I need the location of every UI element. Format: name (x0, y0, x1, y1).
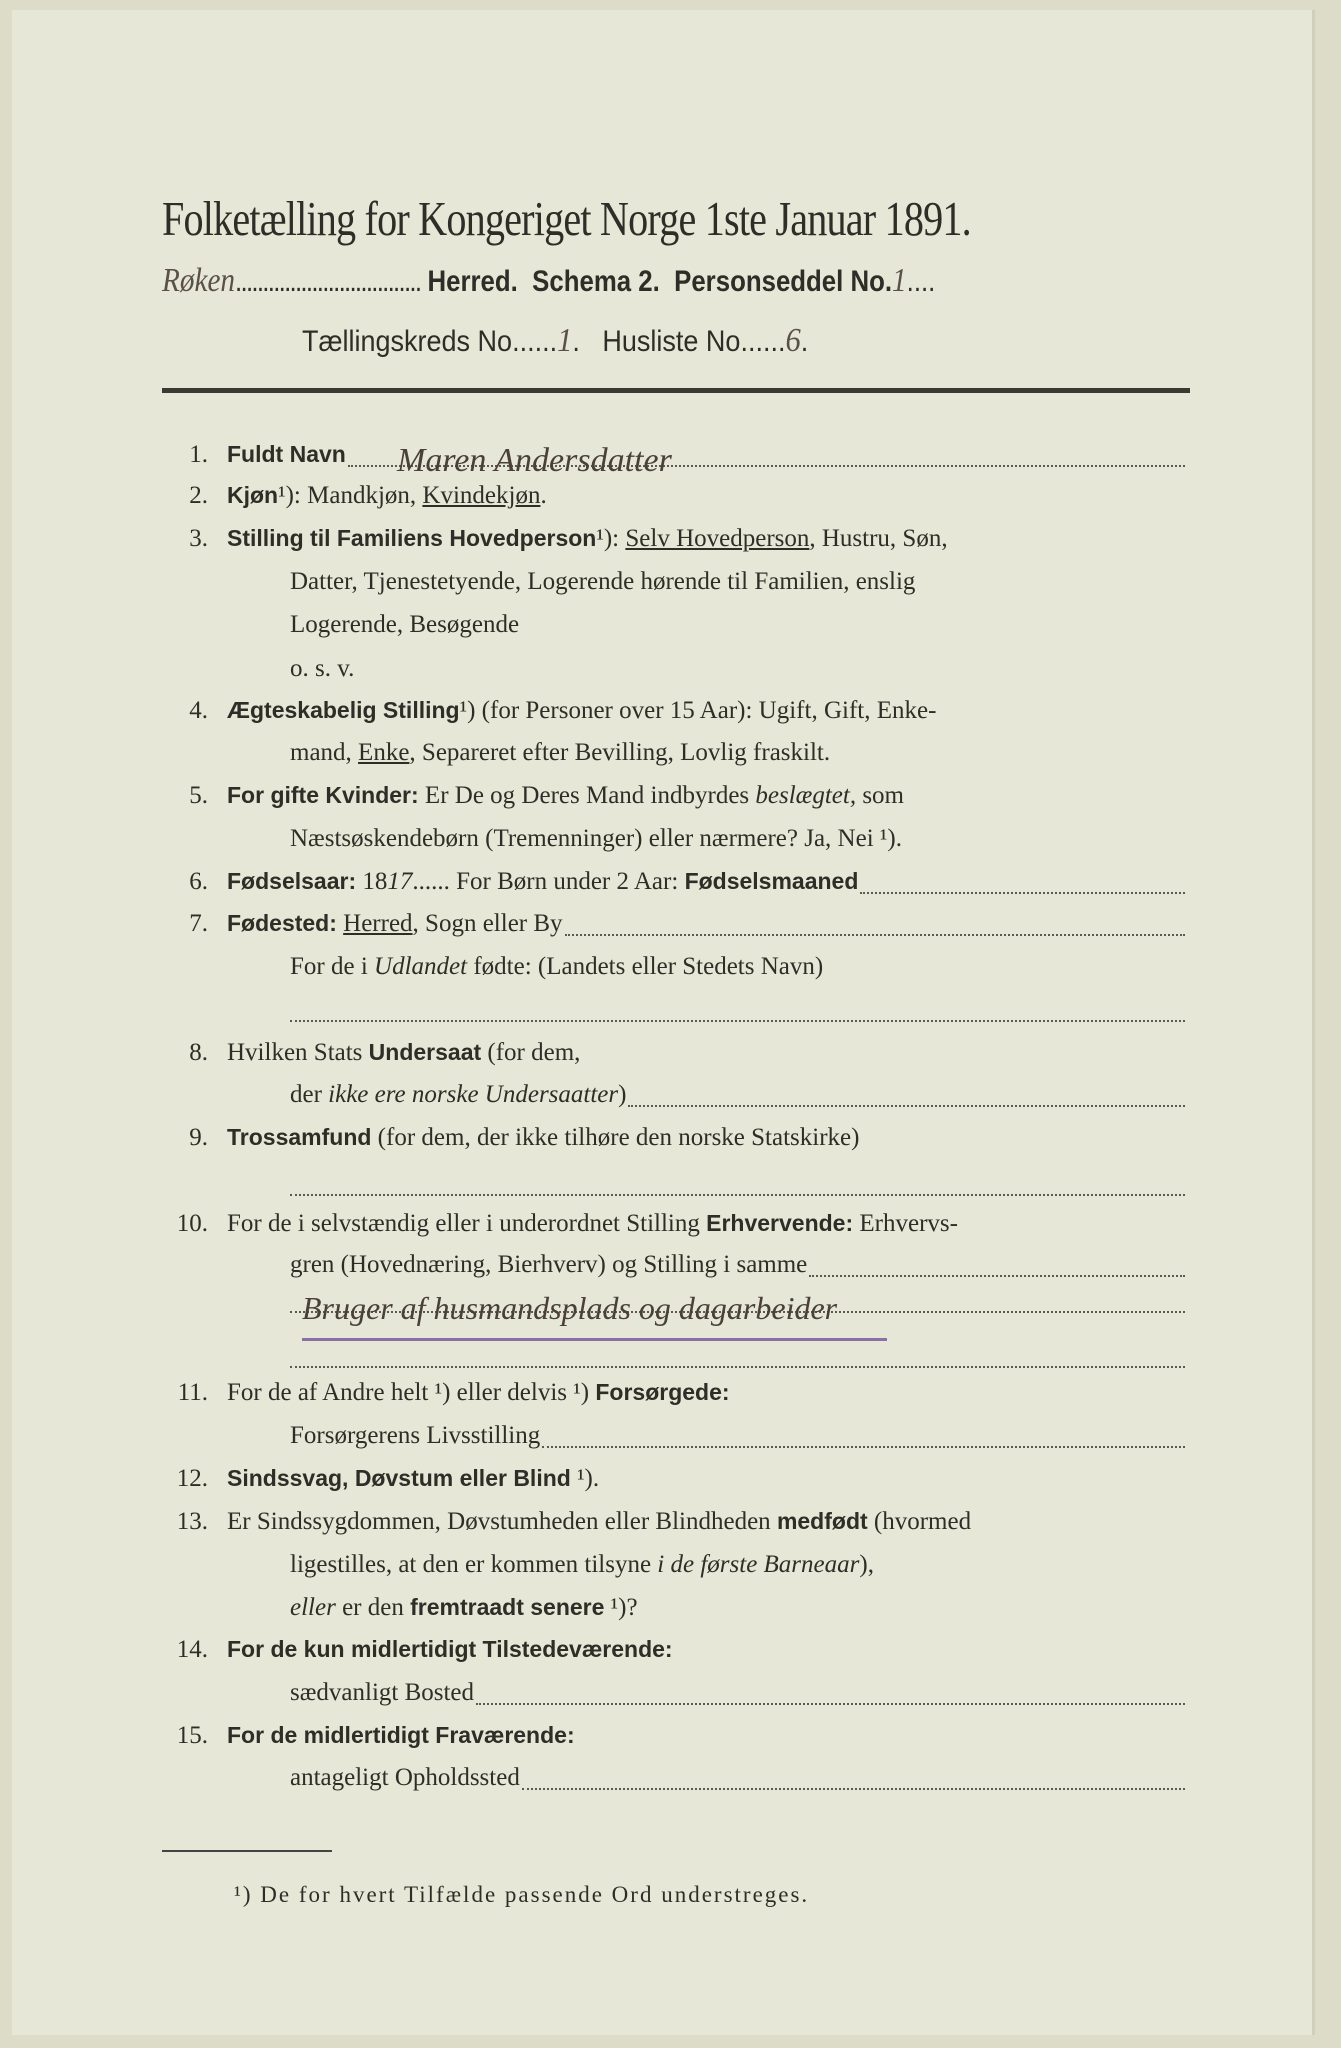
field-label: fremtraadt senere (410, 1594, 605, 1620)
answer-dotted-line (290, 1194, 1185, 1196)
option-text: ...... For Børn under 2 Aar: (412, 868, 685, 895)
option-text: For de af Andre helt ¹) eller delvis ¹) (227, 1379, 596, 1406)
item-number: 7. (189, 910, 208, 937)
field-label: medfødt (776, 1508, 868, 1534)
field-label: Forsørgede: (595, 1379, 730, 1405)
answer-dotted-line (565, 934, 1185, 936)
option-text: (for dem, der ikke tilhøre den norske Statskirke) (371, 1124, 860, 1151)
answer-dotted-line (290, 1020, 1185, 1022)
option-text: Næstsøskendebørn (Tremenninger) eller nærmere? Ja, Nei ¹). (290, 825, 902, 852)
item-number: 6. (189, 868, 208, 895)
option-text: Udlandet (374, 953, 468, 980)
option-text: For de i (290, 953, 375, 980)
field-label: Undersaat (368, 1039, 482, 1065)
field-label: Ægteskabelig Stilling (227, 697, 460, 723)
item-line (227, 1379, 730, 1407)
answer-dotted-line (476, 1703, 1185, 1705)
field-label: Erhvervende: (706, 1210, 854, 1236)
option-text: Logerende, Besøgende (290, 611, 520, 638)
option-text: ¹)? (604, 1594, 638, 1621)
item-number: 10. (176, 1210, 208, 1237)
item-number: 12. (176, 1465, 208, 1492)
item-number: 3. (189, 525, 208, 552)
field-label: For gifte Kvinder: (227, 782, 419, 808)
answer-dotted-line (522, 1788, 1185, 1790)
form-title: Folketælling for Kongeriget Norge 1ste Januar 1891. (162, 191, 971, 246)
item-line (290, 1251, 807, 1279)
occupation-underline (302, 1338, 887, 1341)
field-label: Fødselsmaaned (684, 868, 859, 894)
census-form-page (12, 10, 1315, 2035)
option-text: (for dem, (481, 1039, 581, 1066)
option-text: eller (290, 1594, 336, 1621)
item-line (290, 953, 823, 981)
item-line (290, 1422, 540, 1450)
field-label: For de midlertidigt Fraværende: (227, 1722, 575, 1748)
item-number: 13. (176, 1508, 208, 1535)
item-line (290, 825, 902, 853)
item-number: 5. (189, 782, 208, 809)
filled-occupation: Bruger af husmandsplads og dagarbeider (302, 1290, 838, 1326)
item-line (227, 1465, 599, 1493)
item-number: 9. (189, 1124, 208, 1151)
option-text: antageligt Opholdssted (290, 1764, 520, 1791)
footnote: ¹) De for hvert Tilfælde passende Ord understreges. (234, 1882, 810, 1907)
field-label: For de kun midlertidigt Tilstedeværende: (227, 1636, 673, 1662)
header-line-2: Tællingskreds No......1. Husliste No......6. (302, 322, 809, 359)
header-line-1: Røken.................................. Herred. Schema 2. Personseddel No.1.... (162, 262, 936, 299)
field-label: Fødested: (227, 910, 337, 936)
option-text: er den (335, 1594, 411, 1621)
option-text: Er Sindssygdommen, Døvstumheden eller Blindheden (227, 1508, 777, 1535)
option-text: o. s. v. (290, 655, 355, 682)
option-text: mand, (290, 739, 359, 766)
header-divider (162, 388, 1190, 393)
option-text: beslægtet, (755, 782, 857, 809)
answer-dotted-line (860, 892, 1185, 894)
option-text: , Hustru, Søn, (809, 525, 948, 552)
answer-dotted-line (542, 1446, 1185, 1448)
option-text: . (540, 482, 547, 509)
option-text: Datter, Tjenestetyende, Logerende hørende til Familien, enslig (290, 568, 916, 595)
husliste-label: Husliste No. (602, 325, 748, 358)
option-text: , Sogn eller By (412, 910, 563, 937)
item-number: 1. (189, 441, 208, 468)
option-text: i de første Barneaar (657, 1551, 860, 1578)
item-line (227, 697, 936, 725)
kreds-label: Tællingskreds No. (302, 325, 520, 358)
option-text: 17 (387, 868, 413, 895)
answer-dotted-line (809, 1275, 1185, 1277)
item-line (227, 1124, 859, 1152)
husliste-value: 6 (785, 322, 801, 359)
item-line (227, 1508, 971, 1536)
item-line (227, 1039, 580, 1067)
option-text: sædvanligt Bosted (290, 1679, 475, 1706)
field-label: Sindssvag, Døvstum eller Blind (227, 1465, 571, 1491)
option-text: Kvindekjøn (422, 482, 541, 509)
item-line (290, 1764, 520, 1792)
field-label: Fødselsaar: (227, 868, 357, 894)
option-text: , Separeret efter Bevilling, Lovlig fraskilt. (409, 739, 831, 766)
item-line (290, 1551, 874, 1579)
option-text: ) (618, 1081, 627, 1108)
personseddel-value: 1 (892, 262, 907, 299)
option-text: Selv Hovedperson (625, 525, 810, 552)
item-line (290, 1679, 474, 1707)
item-line (227, 482, 547, 510)
option-text: Erhvervs- (853, 1210, 958, 1237)
footnote-divider (162, 1850, 332, 1852)
option-text: gren (Hovednæring, Bierhverv) og Stilling i samme (290, 1251, 808, 1278)
option-text: For de i selvstændig eller i underordnet Stilling (227, 1210, 707, 1237)
item-line (227, 782, 904, 810)
option-text: Hvilken Stats (227, 1039, 369, 1066)
field-label: Trossamfund (227, 1124, 372, 1150)
item-line (227, 1636, 673, 1664)
item-line (227, 1210, 958, 1238)
filled-name: Maren Andersdatter (397, 442, 672, 479)
item-line (290, 568, 915, 596)
option-text: 18 (356, 868, 388, 895)
option-text: ikke ere norske Undersaatter (328, 1081, 619, 1108)
option-text: ¹). (570, 1465, 600, 1492)
item-number: 15. (176, 1722, 208, 1749)
option-text: Herred (343, 910, 413, 937)
option-text: ), (859, 1551, 874, 1578)
option-text: ¹): (596, 525, 626, 552)
item-line (290, 1081, 626, 1109)
item-line (227, 441, 346, 469)
option-text: ligestilles, at den er kommen tilsyne (290, 1551, 658, 1578)
item-number: 8. (189, 1039, 208, 1066)
item-line (290, 655, 354, 683)
item-number: 4. (189, 697, 208, 724)
option-text: Er De og Deres Mand indbyrdes (418, 782, 756, 809)
personseddel-label: Personseddel No. (674, 265, 893, 298)
option-text: der (290, 1081, 329, 1108)
field-label: Fuldt Navn (227, 441, 346, 467)
option-text: ¹): Mandkjøn, (278, 482, 423, 509)
herred-label: Herred. (427, 265, 518, 298)
answer-dotted-line (628, 1105, 1185, 1107)
item-line (227, 525, 948, 553)
item-line (290, 739, 830, 767)
option-text: (hvormed (867, 1508, 972, 1535)
kreds-value: 1 (557, 322, 573, 359)
herred-value: Røken (162, 262, 236, 299)
item-number: 11. (177, 1379, 208, 1406)
item-line (227, 910, 563, 938)
item-line (290, 1594, 638, 1622)
option-text: Forsørgerens Livsstilling (290, 1422, 541, 1449)
item-line (290, 611, 519, 639)
item-number: 14. (176, 1636, 208, 1663)
option-text: fødte: (Landets eller Stedets Navn) (467, 953, 824, 980)
answer-dotted-line (290, 1366, 1185, 1368)
option-text: Enke (358, 739, 410, 766)
option-text: som (856, 782, 905, 809)
schema-label: Schema 2. (532, 265, 660, 298)
field-label: Kjøn (227, 482, 279, 508)
field-label: Stilling til Familiens Hovedperson (227, 525, 597, 551)
item-line (227, 868, 858, 896)
option-text: ¹) (for Personer over 15 Aar): Ugift, Gift, Enke- (459, 697, 937, 724)
item-number: 2. (189, 482, 208, 509)
item-line (227, 1722, 575, 1750)
